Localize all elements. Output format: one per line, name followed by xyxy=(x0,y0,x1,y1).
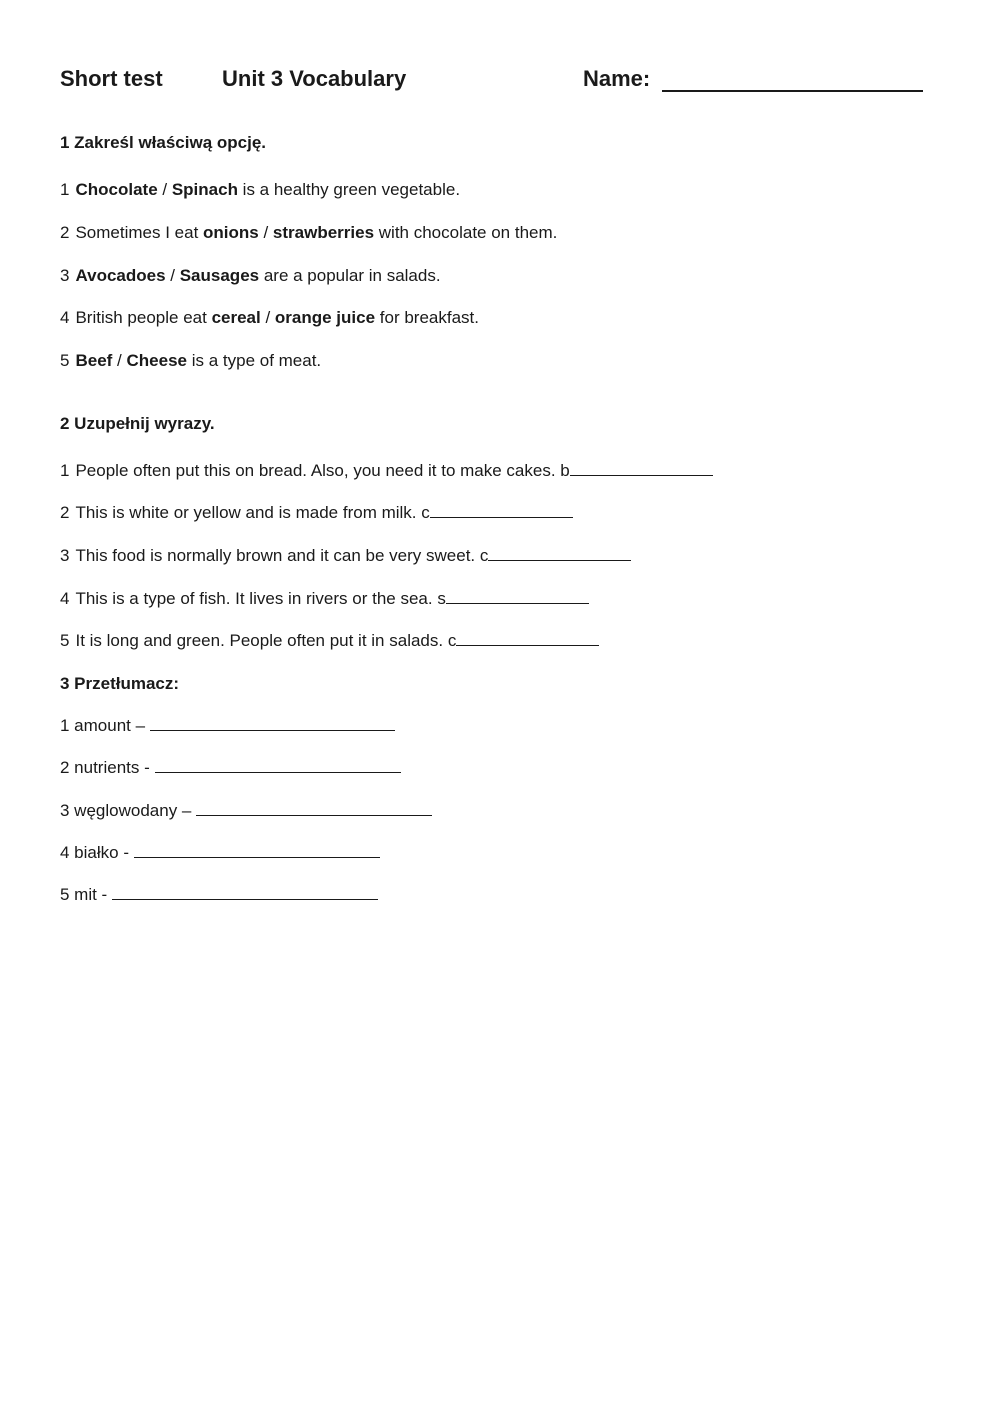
option-1[interactable]: Beef xyxy=(75,351,113,370)
item-post-text: for breakfast. xyxy=(375,308,479,327)
section2-title: 2 Uzupełnij wyrazy. xyxy=(60,414,215,433)
item-post-text: is a type of meat. xyxy=(186,351,322,370)
answer-blank[interactable] xyxy=(488,546,631,561)
item-number: 4 xyxy=(60,589,70,608)
section3-item-3 xyxy=(60,801,432,821)
option-1[interactable]: Chocolate xyxy=(75,180,158,199)
item-text: 2 nutrients - xyxy=(60,758,155,777)
section3-item-2 xyxy=(60,758,401,778)
answer-blank[interactable] xyxy=(446,589,589,604)
item-text: It is long and green. People often put it in salads. c xyxy=(75,631,457,650)
item-text: 4 białko - xyxy=(60,843,134,862)
option-separator: / xyxy=(112,351,127,370)
item-number: 5 xyxy=(60,351,70,370)
section1-item-3 xyxy=(60,266,441,286)
option-1[interactable]: Avocadoes xyxy=(75,266,166,285)
answer-blank[interactable] xyxy=(134,843,380,858)
item-text: This is white or yellow and is made from milk. c xyxy=(75,503,430,522)
item-number: 3 xyxy=(60,266,70,285)
item-post-text: with chocolate on them. xyxy=(374,223,558,242)
answer-blank[interactable] xyxy=(150,716,395,731)
section2-item-5 xyxy=(60,631,599,651)
section1-item-2 xyxy=(60,223,557,243)
section3-item-1 xyxy=(60,716,395,736)
item-number: 2 xyxy=(60,223,70,242)
item-text: 1 amount – xyxy=(60,716,150,735)
option-2[interactable]: Cheese xyxy=(126,351,187,370)
section2-item-1 xyxy=(60,461,713,481)
header-name-label: Name: xyxy=(583,66,651,91)
section2-item-3 xyxy=(60,546,631,566)
answer-blank[interactable] xyxy=(112,885,378,900)
option-separator: / xyxy=(165,266,180,285)
option-2[interactable]: Spinach xyxy=(171,180,238,199)
item-text: 3 węglowodany – xyxy=(60,801,197,820)
section2-item-4 xyxy=(60,589,589,609)
section3-item-5 xyxy=(60,885,378,905)
item-text: People often put this on bread. Also, you need it to make cakes. b xyxy=(75,461,570,480)
section3-title: 3 Przetłumacz: xyxy=(60,674,180,693)
item-post-text: are a popular in salads. xyxy=(259,266,441,285)
section2-item-2 xyxy=(60,503,573,523)
item-text: This food is normally brown and it can be very sweet. c xyxy=(75,546,489,565)
section1-item-1 xyxy=(60,180,460,200)
answer-blank[interactable] xyxy=(570,461,713,476)
section1-item-4 xyxy=(60,308,479,328)
section1-title: 1 Zakreśl właściwą opcję. xyxy=(60,133,267,152)
item-number: 5 xyxy=(60,631,70,650)
option-separator: / xyxy=(260,308,275,327)
item-pre-text: Sometimes I eat xyxy=(75,223,204,242)
answer-blank[interactable] xyxy=(196,801,432,816)
option-2[interactable]: orange juice xyxy=(274,308,376,327)
answer-blank[interactable] xyxy=(456,631,599,646)
answer-blank[interactable] xyxy=(155,758,401,773)
item-text: 5 mit - xyxy=(60,885,112,904)
item-post-text: is a healthy green vegetable. xyxy=(237,180,461,199)
item-number: 1 xyxy=(60,461,70,480)
item-number: 4 xyxy=(60,308,70,327)
option-2[interactable]: strawberries xyxy=(272,223,375,242)
section3-item-4 xyxy=(60,843,380,863)
header-unit-title: Unit 3 Vocabulary xyxy=(222,66,407,91)
name-input-line[interactable] xyxy=(662,90,923,92)
item-number: 3 xyxy=(60,546,70,565)
item-number: 1 xyxy=(60,180,70,199)
option-1[interactable]: onions xyxy=(203,223,259,242)
item-pre-text: British people eat xyxy=(75,308,212,327)
header-short-test: Short test xyxy=(60,66,163,91)
item-text: This is a type of fish. It lives in rivers or the sea. s xyxy=(75,589,446,608)
item-number: 2 xyxy=(60,503,70,522)
option-1[interactable]: cereal xyxy=(211,308,261,327)
option-separator: / xyxy=(157,180,172,199)
section1-item-5 xyxy=(60,351,321,371)
answer-blank[interactable] xyxy=(430,503,573,518)
option-2[interactable]: Sausages xyxy=(179,266,260,285)
option-separator: / xyxy=(258,223,273,242)
